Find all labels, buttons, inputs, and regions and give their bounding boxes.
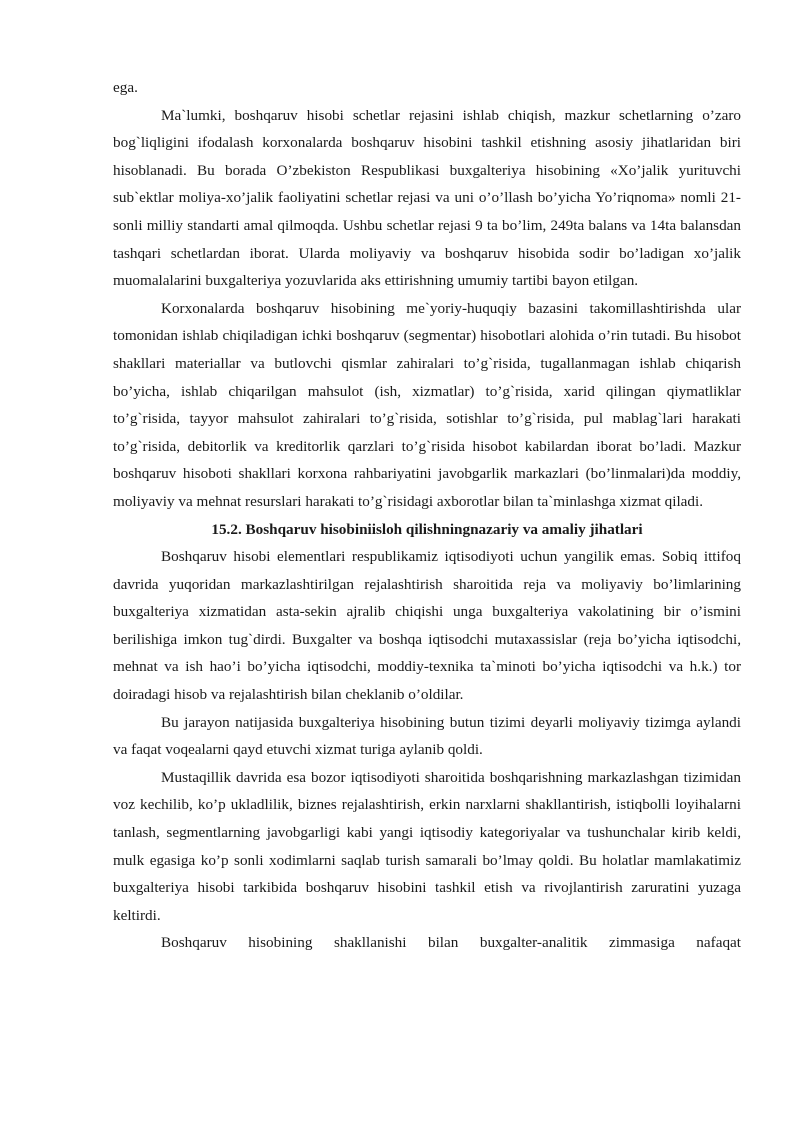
document-body (113, 74, 741, 957)
paragraph-segmentar-hisobotlar: Korxonalarda boshqaruv hisobining me`yoriy-huquqiy bazasini takomillashtirishda ular tomonidan ishlab chiqiladigan ichki boshqaruv (segmentar) hisobotlari alohida o’rin tutadi. Bu hisobot shakllari materiallar va butlovchi qismlar zahiralari to’g`risida, tugallanmagan ishlab chiqarish bo’yicha, ishlab chiqarilgan mahsulot (ish, xizmatlar) to’g`risida, xarid qilingan qiymatliklar to’g`risida, tayyor mahsulot zahiralari to’g`risida, sotishlar to’g`risida, pul mablag`lari harakati to’g`risida, debitorlik va kreditorlik qarzlari to’g`risida hisobot kabilardan iborat bo’ladi. Mazkur boshqaruv hisoboti shakllari korxona rahbariyatini javobgarlik markazlari (bo’linmalari)da moddiy, moliyaviy va mehnat resurslari harakati to’g`risidagi axborotlar bilan ta`minlashga xizmat qiladi. (113, 299, 741, 510)
paragraph-shakllanish: Boshqaruv hisobining shakllanishi bilan buxgalter-analitik zimmasiga nafaqat (161, 934, 741, 952)
paragraph-elementlar: Boshqaruv hisobi elementlari respublikamiz iqtisodiyoti uchun yangilik emas. Sobiq ittifoq davrida yuqoridan markazlashtirilgan rejalashtirish sharoitida reja va moliyaviy bo’limlarining buxgalteriya xizmatidan asta-sekin ajralib chiqishi unga buxgalteriya vakolatining bir o’ismini berilishiga imkon tug`dirdi. Buxgalter va boshqa iqtisodchi mutaxassislar (reja bo’yicha iqtisodchi, mehnat va ish hao’i bo’yicha iqtisodchi, moddiy-texnika ta`minoti bo’yicha iqtisodchi va h.k.) tor doiradagi hisob va rejalashtirish bilan cheklanib o’oldilar. (113, 548, 741, 704)
paragraph-continuation: ega. (113, 79, 138, 96)
paragraph-mustaqillik-davri: Mustaqillik davrida esa bozor iqtisodiyoti sharoitida boshqarishning markazlashgan tizimidan voz kechilib, ko’p ukladlilik, biznes rejalashtirish, erkin narxlarni shakllantirish, istiqbolli loyihalarni tanlash, segmentlarning javobgarligi kabi yangi iqtisodiy kategoriyalar va tushunchalar kirib keldi, mulk egasiga ko’p sonli xodimlarni saqlab turish samarali bo’lmay qoldi. Bu holatlar mamlakatimiz buxgalteriya hisobi tarkibida boshqaruv hisobini tashkil etish va rivojlantirish zaruratini yuzaga keltirdi. (113, 768, 741, 924)
paragraph-schetlar-rejasi: Ma`lumki, boshqaruv hisobi schetlar rejasini ishlab chiqish, mazkur schetlarning o’zaro bog`liqligini ifodalash korxonalarda boshqaruv hisobini tashkil etishning asosiy jihatlaridan biri hisoblanadi. Bu borada O’zbekiston Respublikasi buxgalteriya hisobining «Xo’jalik yurituvchi sub`ektlar moliya-xo’jalik faoliyatini schetlar rejasi va uni o’o’llash bo’yicha Yo’riqnoma» nomli 21-sonli milliy standarti amal qilmoqda. Ushbu schetlar rejasi 9 ta bo’lim, 249ta balans va 14ta balansdan tashqari schetlardan iborat. Ularda moliyaviy va boshqaruv hisobida sodir bo’ladigan xo’jalik muomalalarini buxgalteriya yozuvlarida aks ettirishning umumiy tartibi bayon etilgan. (113, 106, 741, 290)
section-heading: 15.2. Boshqaruv hisobiniisloh qilishningnazariy va amaliy jihatlari (211, 520, 643, 538)
paragraph-jarayon-natijasi: Bu jarayon natijasida buxgalteriya hisobining butun tizimi deyarli moliyaviy tizimga aylandi va faqat voqealarni qayd etuvchi xizmat turiga aylanib qoldi. (113, 713, 741, 759)
